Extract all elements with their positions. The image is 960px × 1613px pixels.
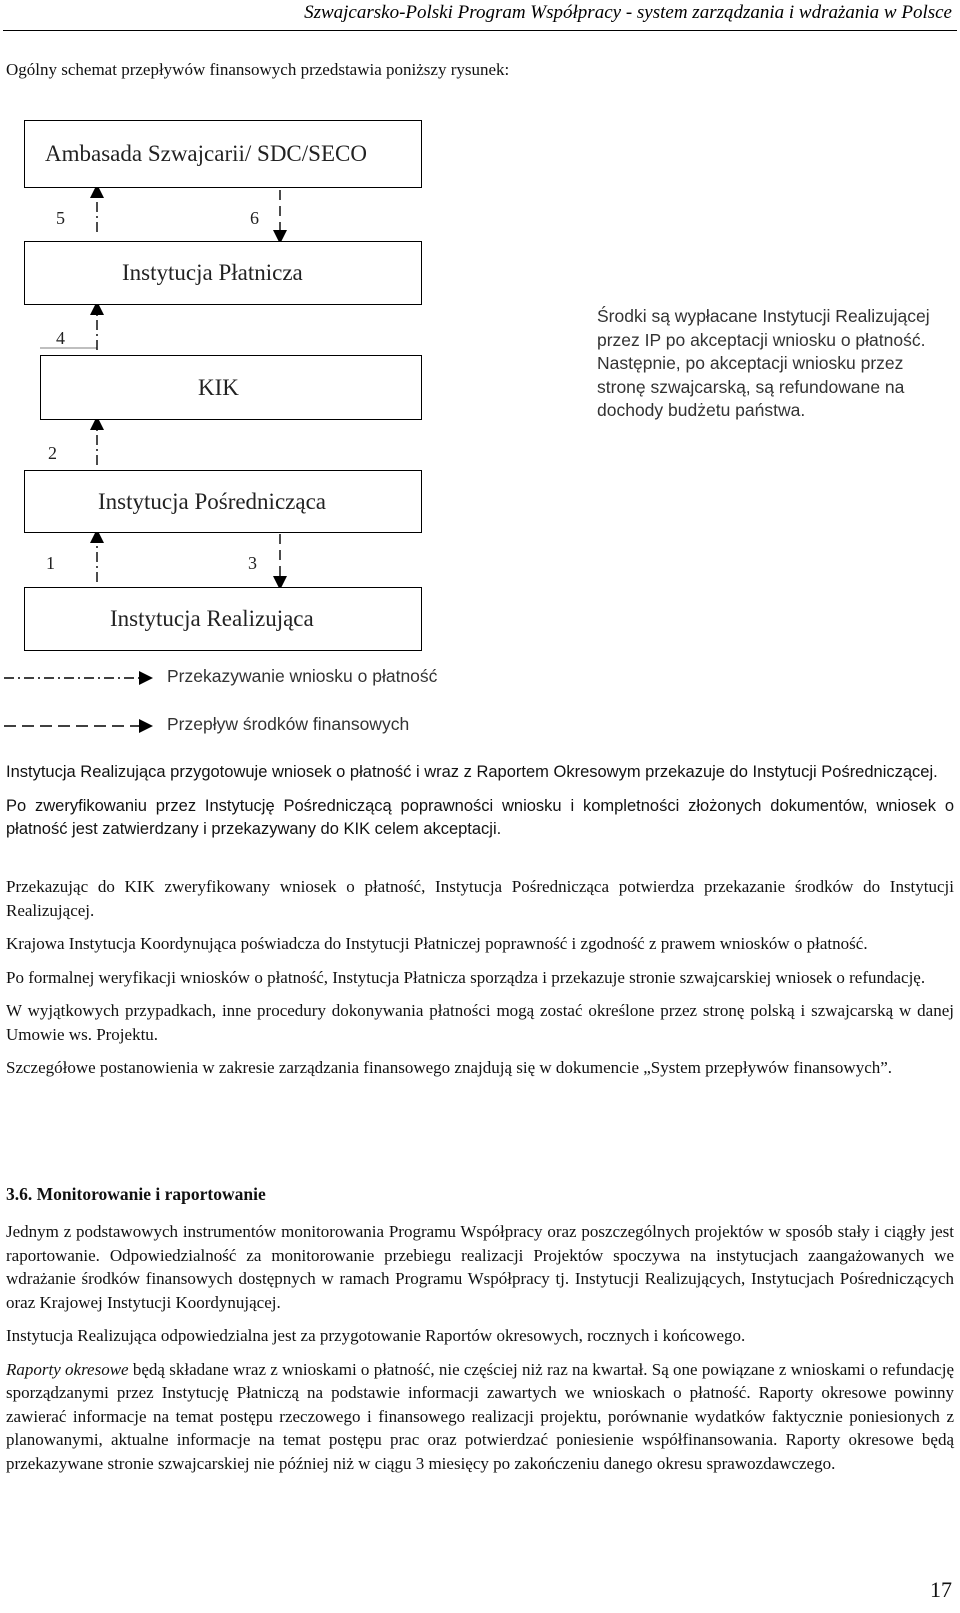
legend-funds-label: Przepływ środków finansowych — [167, 714, 410, 734]
box-payment-institution: Instytucja Płatnicza — [24, 241, 422, 305]
paragraphs-a — [6, 761, 954, 852]
header-rule — [3, 30, 957, 31]
header-title: Szwajcarsko-Polski Program Współpracy - system zarządzania i wdrażania w Polsce — [304, 2, 952, 23]
paragraph: W wyjątkowych przypadkach, inne procedury dokonywania płatności mogą zostać określone przez stronę polską i szwajcarską w danej Umowie ws. Projektu. — [6, 1001, 954, 1044]
reports-text: będą składane wraz z wnioskami o płatność, nie częściej niż raz na kwartał. Są one powiązane z wnioskami o refundację sporządzanymi przez Instytucję Płatniczą na podstawie informacji zawartych we wnioskach o płatność. Raporty okresowe powinny zawierać informacje na temat postępu rzeczowego i finansowego realizacji projektu, porównanie wydatków faktycznie poniesionych z planowanymi, aktualne informacje na temat postępu prac oraz potwierdzać poniesienie współfinansowania. Raporty okresowe będą przekazywane stronie szwajcarskiej nie później niż w ciągu 3 miesięcy po zakończeniu danego okresu sprawozdawczego. — [6, 1359, 954, 1473]
intro-text: Ogólny schemat przepływów finansowych przedstawia poniższy rysunek: — [6, 60, 510, 79]
paragraphs-c — [6, 1220, 954, 1485]
flow-number-2: 2 — [48, 443, 57, 463]
reports-lead: Raporty okresowe — [6, 1359, 129, 1379]
flow-number-4: 4 — [56, 328, 65, 348]
flow-number-3: 3 — [248, 553, 257, 573]
financial-flow-diagram — [0, 100, 960, 740]
box-implementing-institution: Instytucja Realizująca — [24, 587, 422, 651]
paragraphs-b — [6, 875, 954, 1090]
flow-number-1: 1 — [46, 553, 55, 573]
paragraph: Jednym z podstawowych instrumentów monitorowania Programu Współpracy oraz poszczególnych projektów w sposób stały i ciągły jest raportowanie. Odpowiedzialność za monitorowanie przebiegu realizacji Projektów spoczywa na instytucjach zaangażowanych we wdrażanie środków finansowych dostępnych w ramach Programu Współpracy tj. Instytucji Realizujących, Instytucjach Pośredniczących oraz Krajowej Instytucji Koordynującej. — [6, 1222, 954, 1312]
paragraph: Po zweryfikowaniu przez Instytucję Pośredniczącą poprawności wniosku i kompletności złożonych dokumentów, wniosek o płatność jest zatwierdzany i przekazywany do KIK celem akceptacji. — [6, 796, 954, 838]
flow-number-5: 5 — [56, 208, 65, 228]
paragraph: Przekazując do KIK zweryfikowany wniosek o płatność, Instytucja Pośrednicząca potwierdza przekazanie środków do Instytucji Realizującej. — [6, 877, 954, 920]
box-embassy: Ambasada Szwajcarii/ SDC/SECO — [24, 120, 422, 188]
paragraph: Szczegółowe postanowienia w zakresie zarządzania finansowego znajdują się w dokumencie „System przepływów finansowych”. — [6, 1058, 893, 1077]
paragraph-reports — [6, 1358, 954, 1476]
legend-lines — [0, 660, 160, 740]
paragraph: Instytucja Realizująca przygotowuje wniosek o płatność i wraz z Raportem Okresowym przekazuje do Instytucji Pośredniczącej. — [6, 763, 938, 781]
page-header — [0, 0, 960, 30]
paragraph: Instytucja Realizująca odpowiedzialna jest za przygotowanie Raportów okresowych, rocznych i końcowego. — [6, 1326, 746, 1345]
section-heading: 3.6. Monitorowanie i raportowanie — [6, 1184, 266, 1204]
box-intermediate-institution: Instytucja Pośrednicząca — [24, 470, 422, 533]
paragraph: Po formalnej weryfikacji wniosków o płatność, Instytucja Płatnicza sporządza i przekazuje stronie szwajcarskiej wniosek o refundację. — [6, 967, 926, 987]
diagram-note: Środki są wypłacane Instytucji Realizującej przez IP po akceptacji wniosku o płatność. Następnie, po akceptacji wniosku przez stronę szwajcarską, są refundowane na dochody budżetu państwa. — [597, 306, 930, 420]
box-kik: KIK — [40, 355, 422, 420]
page-number: 17 — [930, 1577, 952, 1602]
flow-number-6: 6 — [250, 208, 259, 228]
paragraph: Krajowa Instytucja Koordynująca poświadcza do Instytucji Płatniczej poprawność i zgodność z prawem wniosków o płatność. — [6, 934, 868, 953]
legend-request-label: Przekazywanie wniosku o płatność — [167, 666, 438, 686]
